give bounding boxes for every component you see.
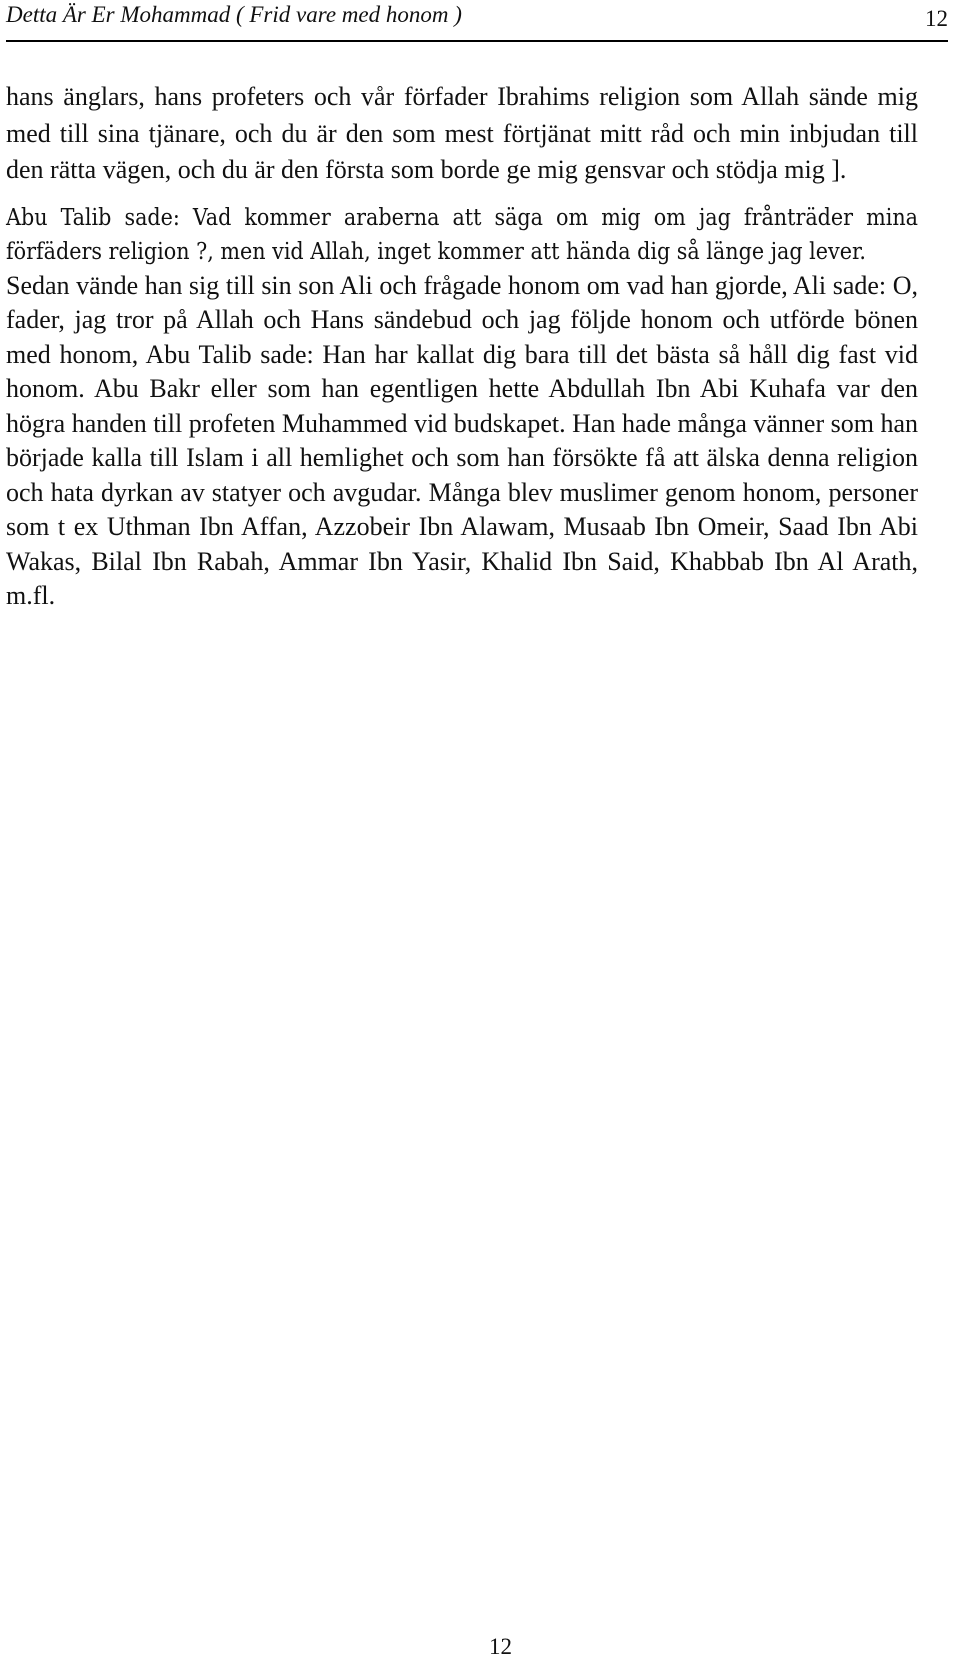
footer-page-number: 12 [489, 1634, 512, 1659]
paragraph: hans änglars, hans profeters och vår förfader Ibrahims religion som Allah sände mig med till sina tjänare, och du är den som mest förtjänat mitt råd och min inbjudan till den rätta vägen, och du är den första som borde ge mig gensvar och stödja mig ]. [6, 82, 918, 184]
header-title: Detta Är Er Mohammad ( Frid vare med honom ) [6, 2, 462, 27]
header-page-number: 12 [925, 6, 948, 31]
document-body [6, 79, 918, 614]
page-header [6, 0, 948, 42]
paragraph: Sedan vände han sig till sin son Ali och frågade honom om vad han gjorde, Ali sade: O, fader, jag tror på Allah och Hans sändebud och jag följde honom och utförde bönen med honom, Abu Talib sade: Han har kallat dig bara till det bästa så håll dig fast vid honom. Abu Bakr eller som han egentligen hette Abdullah Ibn Abi Kuhafa var den högra handen till profeten Muhammed vid budskapet. Han hade många vänner som han började kalla till Islam i all hemlighet och som han försökte få att älska denna religion och hata dyrkan av statyer och avgudar. Många blev muslimer genom honom, personer som t ex Uthman Ibn Affan, Azzobeir Ibn Alawam, Musaab Ibn Omeir, Saad Ibn Abi Wakas, Bilal Ibn Rabah, Ammar Ibn Yasir, Khalid Ibn Said, Khabbab Ibn Al Arath, m.fl. [6, 270, 918, 610]
paragraph: Abu Talib sade: Vad kommer araberna att säga om mig om jag frånträder mina förfäders religion ?, men vid Allah, inget kommer att hända dig så länge jag lever. [6, 204, 918, 265]
